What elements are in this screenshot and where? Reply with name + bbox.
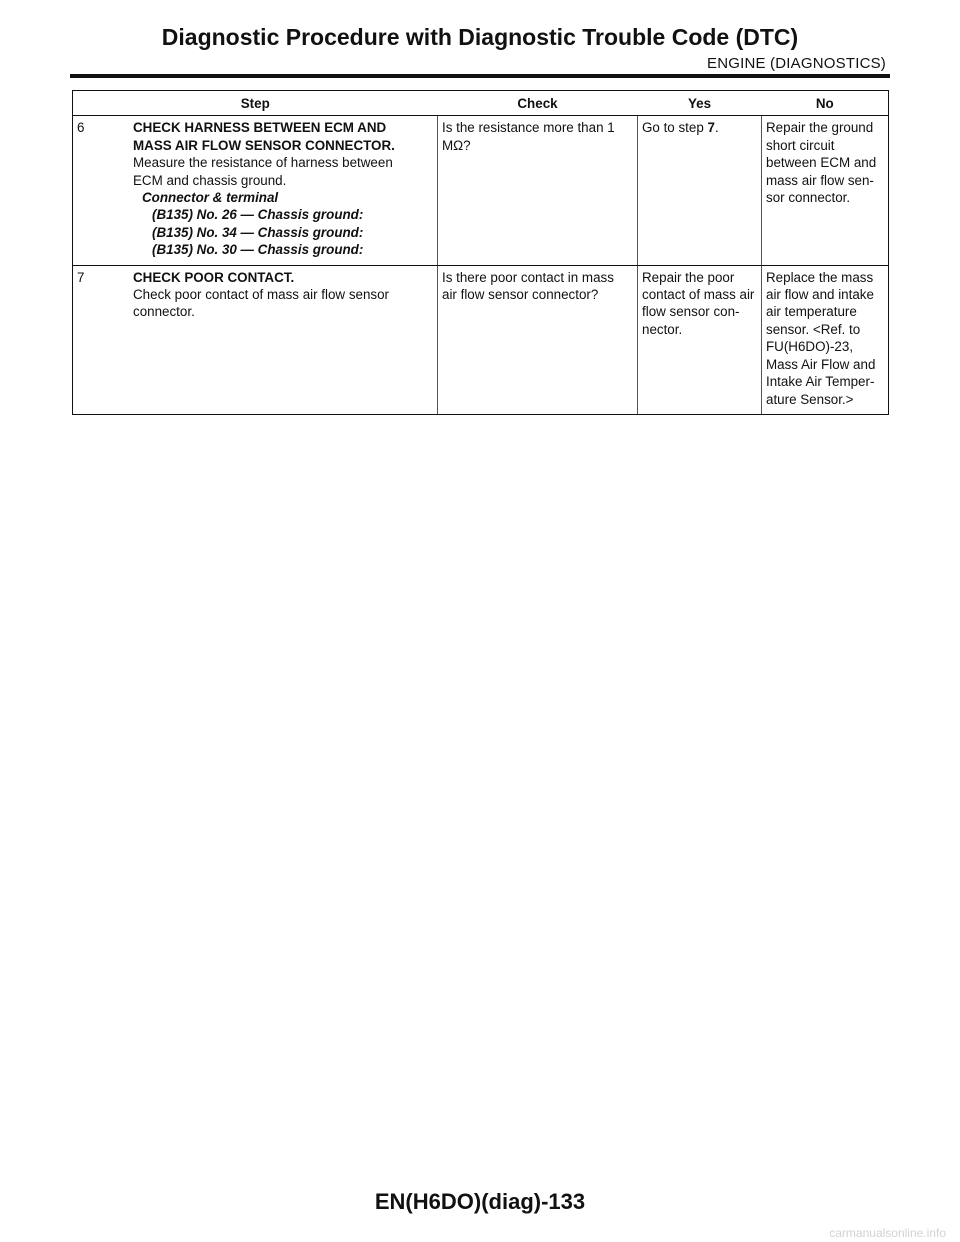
check-text: MΩ? [442, 137, 471, 153]
no-text: Replace the mass [766, 269, 874, 285]
yes-text: nector. [642, 321, 683, 337]
page-footer-id: EN(H6DO)(diag)-133 [374, 1189, 586, 1214]
check-text: air flow sensor connector? [442, 287, 599, 303]
table-header-row [73, 91, 889, 116]
step-description: ECM and chassis ground. [133, 172, 287, 188]
table-row [73, 116, 889, 265]
column-header-step: Step [73, 91, 438, 116]
watermark: carmanualsonline.info [829, 1226, 946, 1240]
no-text: sensor. <Ref. to [766, 321, 861, 337]
no-text: between ECM and [766, 155, 877, 171]
column-header-check: Check [438, 91, 638, 116]
step-number: 6 [77, 120, 85, 136]
connector-terminal: (B135) No. 26 — Chassis ground: [152, 207, 364, 223]
yes-text: Repair the poor [642, 269, 735, 285]
yes-text: flow sensor con- [642, 304, 740, 320]
step-title: MASS AIR FLOW SENSOR CONNECTOR. [133, 137, 395, 153]
no-text: short circuit [766, 137, 835, 153]
connector-heading: Connector & terminal [142, 190, 279, 206]
connector-terminal: (B135) No. 34 — Chassis ground: [152, 224, 364, 240]
no-text: Mass Air Flow and [766, 356, 876, 372]
no-text: mass air flow sen- [766, 172, 874, 188]
connector-terminal: (B135) No. 30 — Chassis ground: [152, 242, 364, 258]
no-text: sor connector. [766, 190, 851, 206]
yes-cell [638, 116, 762, 265]
step-number: 7 [77, 269, 85, 285]
no-cell [762, 116, 889, 265]
section-name: ENGINE (DIAGNOSTICS) [706, 55, 886, 72]
yes-text: Go to step [642, 120, 708, 136]
check-text: Is the resistance more than 1 [442, 120, 615, 136]
no-text: ature Sensor.> [766, 391, 854, 407]
step-cell [73, 116, 438, 265]
yes-step-link: 7 [707, 120, 715, 136]
step-description: Measure the resistance of harness between [133, 155, 393, 171]
no-text: FU(H6DO)-23, [766, 339, 854, 355]
check-cell [438, 265, 638, 414]
check-cell [438, 116, 638, 265]
no-cell [762, 265, 889, 414]
step-title: CHECK HARNESS BETWEEN ECM AND [133, 120, 387, 136]
no-text: Intake Air Temper- [766, 374, 875, 390]
no-text: air flow and intake [766, 287, 874, 303]
check-text: Is there poor contact in mass [442, 269, 614, 285]
step-description: connector. [133, 304, 195, 320]
no-text: air temperature [766, 304, 857, 320]
header-rule [70, 74, 890, 78]
yes-cell [638, 265, 762, 414]
column-header-yes: Yes [638, 91, 762, 116]
column-header-no: No [762, 91, 889, 116]
diagnostic-table [72, 90, 889, 415]
step-description: Check poor contact of mass air flow sensor [133, 287, 390, 303]
step-title: CHECK POOR CONTACT. [133, 269, 295, 285]
no-text: Repair the ground [766, 120, 874, 136]
table-row [73, 265, 889, 414]
step-cell [73, 265, 438, 414]
yes-text: contact of mass air [642, 287, 755, 303]
page-title: Diagnostic Procedure with Diagnostic Trouble Code (DTC) [161, 24, 799, 50]
yes-text: . [714, 120, 719, 136]
